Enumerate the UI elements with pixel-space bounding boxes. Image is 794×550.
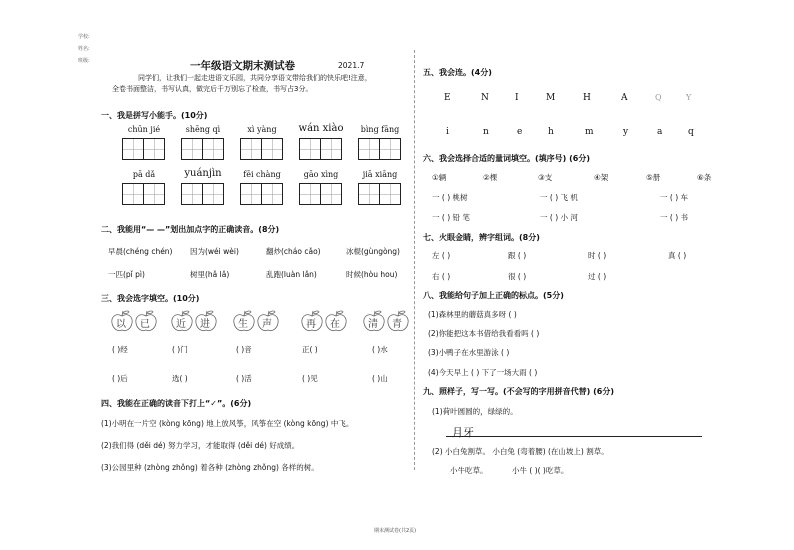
- q5-uppercase-letter[interactable]: Y: [686, 93, 692, 102]
- q7-blank: 过 ( ): [588, 272, 607, 281]
- q6-blank: 一 ( ) 飞 机: [540, 193, 578, 202]
- class-label: 班级:: [78, 58, 90, 64]
- page-title: 一年级语文期末测试卷: [190, 60, 295, 72]
- q3-blank: 选( ): [172, 374, 188, 383]
- q6-title: 六、我会选择合适的量词填空。(填序号) (6分): [423, 154, 590, 163]
- tianzige-cell[interactable]: [123, 139, 144, 159]
- q5-lowercase-letter[interactable]: m: [585, 127, 594, 137]
- q9-handwritten-answer: 月牙: [452, 426, 474, 439]
- q3-character: 声: [262, 319, 272, 330]
- q4-line: (2)我们得 (děi dé) 努力学习，才能取得 (děi dé) 好成绩。: [101, 441, 300, 450]
- school-label: 学校:: [78, 34, 90, 40]
- q7-blank: 跟 ( ): [508, 251, 527, 260]
- q5-lowercase-letter[interactable]: e: [517, 127, 523, 137]
- q2-item: 翻炒(cháo cǎo): [266, 247, 321, 256]
- q4-title: 四、我能在正确的读音下打上“✓”。(6分): [101, 399, 252, 408]
- q5-lowercase-letter[interactable]: q: [688, 127, 694, 137]
- tianzige-cell[interactable]: [241, 139, 262, 159]
- q5-uppercase-letter[interactable]: N: [481, 93, 489, 103]
- q1-writing-grid[interactable]: [358, 138, 401, 160]
- q3-blank: 正( ): [302, 345, 318, 354]
- q3-character: 再: [306, 319, 316, 330]
- q5-uppercase-letter[interactable]: Q: [655, 93, 662, 102]
- q1-writing-grid[interactable]: [240, 183, 283, 205]
- q6-option: ②棵: [483, 173, 498, 182]
- q9-example-2: (2) 小白兔割草。 小白兔 (弯着腰) (在山坡上) 割草。: [432, 447, 609, 456]
- q1-pinyin: wán xiào: [298, 123, 344, 134]
- tianzige-cell[interactable]: [262, 184, 282, 204]
- q6-option: ③支: [538, 173, 553, 182]
- q6-blank: 一 ( ) 铅 笔: [432, 213, 470, 222]
- tianzige-cell[interactable]: [321, 184, 341, 204]
- q5-uppercase-letter[interactable]: H: [583, 93, 591, 103]
- q1-writing-grid[interactable]: [299, 183, 342, 205]
- q1-writing-grid[interactable]: [299, 138, 342, 160]
- q1-pinyin: fēi chàng: [243, 170, 281, 179]
- q5-lowercase-letter[interactable]: n: [483, 127, 489, 137]
- q5-uppercase-letter[interactable]: I: [515, 93, 519, 103]
- q5-uppercase-letter[interactable]: E: [444, 93, 451, 103]
- q9-answer-line: [446, 436, 702, 437]
- q2-item: 因为(wéi wèi): [190, 247, 239, 256]
- page-footer: 期末测试卷(共2页): [374, 528, 417, 534]
- tianzige-cell[interactable]: [241, 184, 262, 204]
- intro-line-2: 全卷书面整洁，书写认真，做完后千万别忘了检查，书写占3分。: [112, 85, 313, 93]
- q7-blank: 时 ( ): [588, 251, 607, 260]
- q1-pinyin: chūn jié: [127, 125, 161, 134]
- q1-writing-grid[interactable]: [122, 138, 165, 160]
- q1-pinyin: yuánjìn: [184, 168, 222, 179]
- q8-line: (2)你能把这本书借给我看看吗 ( ): [428, 329, 540, 338]
- q1-pinyin: bìng fāng: [360, 125, 400, 134]
- q2-item: 时候(hòu hou): [346, 270, 398, 279]
- q7-blank: 真 ( ): [668, 251, 687, 260]
- q2-item: 树里(hǎ lǎ): [190, 270, 230, 279]
- q5-uppercase-letter[interactable]: M: [546, 93, 556, 103]
- q3-character: 青: [392, 319, 402, 330]
- q1-writing-grid[interactable]: [358, 183, 401, 205]
- q8-line: (4)今天早上 ( ) 下了一场大雨 ( ): [428, 368, 538, 377]
- column-divider: [414, 50, 415, 470]
- tianzige-cell[interactable]: [182, 139, 203, 159]
- q3-character: 在: [330, 319, 340, 330]
- q3-character: 已: [140, 319, 150, 330]
- q6-blank: 一 ( ) 车: [660, 193, 689, 202]
- q1-pinyin: shēng qì: [185, 125, 221, 134]
- q3-blank: ( )经: [112, 345, 128, 354]
- tianzige-cell[interactable]: [300, 184, 321, 204]
- q9-example: (1)荷叶圆圆的，绿绿的。: [432, 407, 518, 416]
- q3-blank: ( )见: [302, 374, 318, 383]
- q8-line: (1)森林里的蘑菇真多呀 ( ): [428, 310, 517, 319]
- q3-blank: ( )活: [236, 374, 252, 383]
- q3-character: 以: [116, 319, 126, 330]
- q7-blank: 很 ( ): [508, 272, 527, 281]
- q1-writing-grid[interactable]: [181, 138, 224, 160]
- q9-task-sentence: 小牛吃草。: [450, 466, 488, 475]
- tianzige-cell[interactable]: [321, 139, 341, 159]
- exam-date: 2021.7: [338, 61, 365, 70]
- q5-lowercase-letter[interactable]: i: [446, 127, 449, 137]
- q8-line: (3)小鸭子在水里游泳 ( ): [428, 348, 510, 357]
- q6-option: ⑤册: [646, 173, 661, 182]
- q5-uppercase-letter[interactable]: A: [621, 93, 628, 103]
- q2-item: 一匹(pǐ pì): [108, 270, 145, 279]
- q3-blank: ( )门: [172, 345, 188, 354]
- q3-character: 近: [176, 319, 186, 330]
- tianzige-cell[interactable]: [262, 139, 282, 159]
- q4-line: (1)小明在一片空 (kòng kōng) 地上放风筝，风筝在空 (kòng kōng) 中飞。: [101, 419, 354, 428]
- q3-blank: ( )音: [236, 345, 252, 354]
- tianzige-cell[interactable]: [380, 139, 400, 159]
- q3-character: 清: [368, 319, 378, 330]
- tianzige-cell[interactable]: [300, 139, 321, 159]
- q3-character: 生: [238, 319, 248, 330]
- q6-option: ④架: [594, 173, 609, 182]
- tianzige-cell[interactable]: [144, 139, 164, 159]
- tianzige-cell[interactable]: [203, 139, 223, 159]
- q9-title: 九、照样子，写一写。(不会写的字用拼音代替) (6分): [423, 387, 614, 396]
- name-label: 姓名:: [78, 46, 90, 52]
- q7-blank: 右 ( ): [432, 272, 451, 281]
- tianzige-cell[interactable]: [359, 184, 380, 204]
- q1-title: 一、我是拼写小能手。(10分): [101, 111, 208, 120]
- intro-line-1: 同学们，让我们一起走进语文乐园，共同分享语文带给我们的快乐吧!注意，: [138, 74, 372, 82]
- q2-item: 乱跑(luàn lǎn): [266, 270, 317, 279]
- q1-writing-grid[interactable]: [240, 138, 283, 160]
- tianzige-cell[interactable]: [182, 184, 203, 204]
- q9-task-blank: 小牛 ( )( )吃草。: [512, 466, 569, 475]
- q1-pinyin: pā dǎ: [132, 170, 156, 179]
- tianzige-cell[interactable]: [359, 139, 380, 159]
- q2-title: 二、我能用“— —”划出加点字的正确读音。(8分): [101, 225, 280, 234]
- tianzige-cell[interactable]: [123, 184, 144, 204]
- tianzige-cell[interactable]: [380, 184, 400, 204]
- q3-blank: ( )后: [112, 374, 128, 383]
- q8-title: 八、我能给句子加上正确的标点。(5分): [423, 291, 564, 300]
- q5-lowercase-letter[interactable]: a: [657, 127, 663, 137]
- q2-item: 早晨(chéng chén): [108, 247, 173, 256]
- q5-title: 五、我会连。(4分): [423, 68, 492, 77]
- q6-blank: 一 ( ) 小 河: [540, 213, 578, 222]
- q6-option: ⑥条: [697, 173, 712, 182]
- q3-character: 进: [200, 319, 210, 330]
- q5-lowercase-letter[interactable]: y: [623, 127, 629, 137]
- tianzige-cell[interactable]: [203, 184, 223, 204]
- q6-blank: 一 ( ) 桃树: [432, 193, 468, 202]
- q1-writing-grid[interactable]: [181, 183, 224, 205]
- q6-option: ①辆: [432, 173, 447, 182]
- q3-blank: ( )水: [372, 345, 388, 354]
- q2-item: 冰棍(gùngòng): [346, 247, 400, 256]
- q3-title: 三、我会选字填空。(10分): [101, 294, 200, 303]
- q7-title: 七、火眼金睛，辨字组词。(8分): [423, 233, 540, 242]
- tianzige-cell[interactable]: [144, 184, 164, 204]
- q4-line: (3)公园里种 (zhòng zhǒng) 着各种 (zhòng zhǒng) 各样的树。: [101, 463, 319, 472]
- q1-pinyin: gāo xìng: [303, 170, 339, 179]
- q6-blank: 一 ( ) 书: [660, 213, 689, 222]
- q5-lowercase-letter[interactable]: h: [548, 127, 554, 137]
- q1-writing-grid[interactable]: [122, 183, 165, 205]
- q7-blank: 左 ( ): [432, 251, 451, 260]
- q3-blank: ( )山: [372, 374, 388, 383]
- q1-pinyin: jiā xiāng: [362, 170, 398, 179]
- q1-pinyin: xì yàng: [247, 125, 277, 134]
